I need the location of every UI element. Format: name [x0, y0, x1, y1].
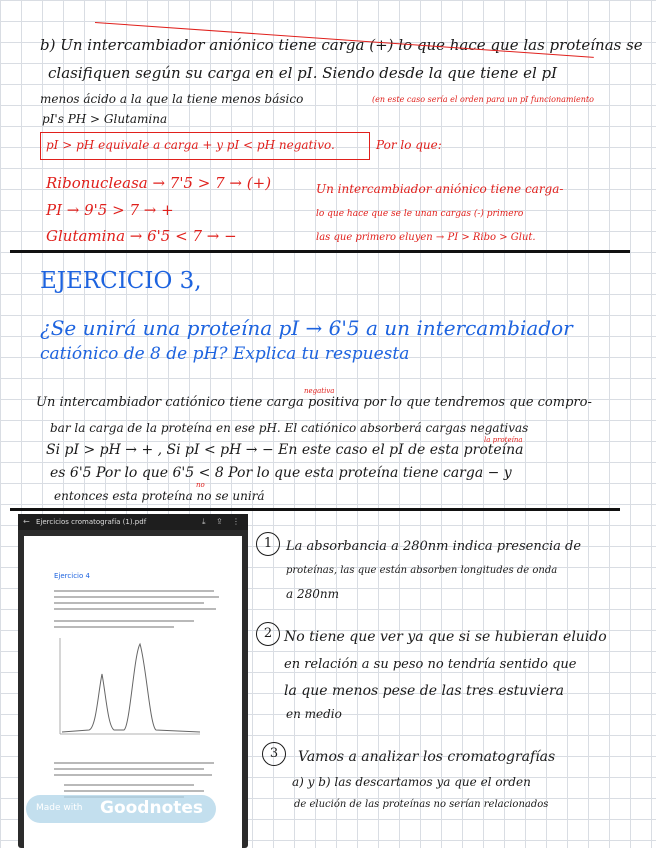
part-b-line-1: b) Un intercambiador aniónico tiene carga (+) lo que hace que las proteínas se: [40, 36, 643, 54]
chromatogram-thumbnail: [54, 634, 204, 744]
list-item: PI → 9'5 > 7 → +: [46, 201, 174, 219]
conclusion-line: las que primero eluyen → PI > Ribo > Glut.: [316, 232, 536, 243]
section-divider: [10, 508, 620, 511]
red-correction: no: [196, 481, 205, 489]
answer-1-line: La absorbancia a 280nm indica presencia de: [286, 539, 582, 554]
after-box-text: Por lo que:: [376, 138, 442, 152]
answer-3-line: Vamos a analizar los cromatografías: [298, 749, 556, 765]
red-side-note: (en este caso sería el orden para un pI funcionamiento: [372, 95, 594, 104]
back-icon: ←: [23, 517, 30, 526]
list-item: Glutamina → 6'5 < 7 → −: [46, 227, 237, 245]
part-b-line-4: pI's PH > Glutamina: [42, 112, 168, 126]
answer-1-line: proteínas, las que están absorben longitudes de onda: [286, 565, 558, 576]
screenshot-tab-title: Ejercicios cromatografía (1).pdf: [36, 518, 147, 526]
answer-number: 2: [256, 622, 280, 646]
screenshot-heading: Ejercicio 4: [54, 572, 90, 580]
answer-3-line: a) y b) las descartamos ya que el orden: [292, 775, 531, 789]
watermark-logo: Goodnotes: [100, 798, 204, 818]
answer-3-line: de elución de las proteínas no serían relacionados: [294, 799, 549, 810]
part-b-line-2: clasifiquen según su carga en el pI. Siendo desde la que tiene el pI: [48, 64, 558, 82]
answer-line: bar la carga de la proteína en ese pH. El catiónico absorberá cargas negativas: [50, 421, 529, 435]
boxed-rule: pI > pH equivale a carga + y pI < pH negativo.: [46, 138, 335, 152]
question-line-1: ¿Se unirá una proteína pI → 6'5 a un intercambiador: [40, 316, 573, 340]
screenshot-toolbar: [18, 514, 248, 530]
conclusion-line: lo que hace que se le unan cargas (-) primero: [316, 209, 524, 219]
answer-line: es 6'5 Por lo que 6'5 < 8 Por lo que esta proteína tiene carga − y: [50, 465, 512, 481]
more-icon: ⋮: [232, 517, 240, 526]
part-b-line-3: menos ácido a la que la tiene menos básico: [40, 92, 304, 106]
answer-2-line: en medio: [286, 707, 342, 721]
answer-line: Un intercambiador catiónico tiene carga positiva por lo que tendremos que compro-: [36, 395, 592, 410]
red-correction: la proteína: [484, 436, 523, 444]
share-icon: ⇪: [216, 517, 223, 526]
answer-number: 1: [256, 532, 280, 556]
exercise-title: EJERCICIO 3,: [40, 268, 202, 294]
red-correction: negativa: [304, 387, 335, 395]
answer-2-line: No tiene que ver ya que si se hubieran eluido: [284, 629, 607, 645]
answer-2-line: en relación a su peso no tendría sentido que: [284, 657, 577, 672]
watermark-small-text: Made with: [36, 803, 83, 813]
answer-line: Si pI > pH → + , Si pI < pH → − En este caso el pI de esta proteína: [46, 442, 524, 458]
list-item: Ribonucleasa → 7'5 > 7 → (+): [46, 174, 272, 192]
download-icon: ⤓: [202, 517, 206, 526]
section-divider: [10, 250, 630, 253]
answer-line: entonces esta proteína no se unirá: [54, 489, 265, 503]
conclusion-line: Un intercambiador aniónico tiene carga-: [316, 182, 564, 196]
answer-1-line: a 280nm: [286, 587, 339, 601]
question-line-2: catiónico de 8 de pH? Explica tu respuesta: [40, 344, 410, 364]
answer-number: 3: [262, 742, 286, 766]
answer-2-line: la que menos pese de las tres estuviera: [284, 683, 565, 699]
